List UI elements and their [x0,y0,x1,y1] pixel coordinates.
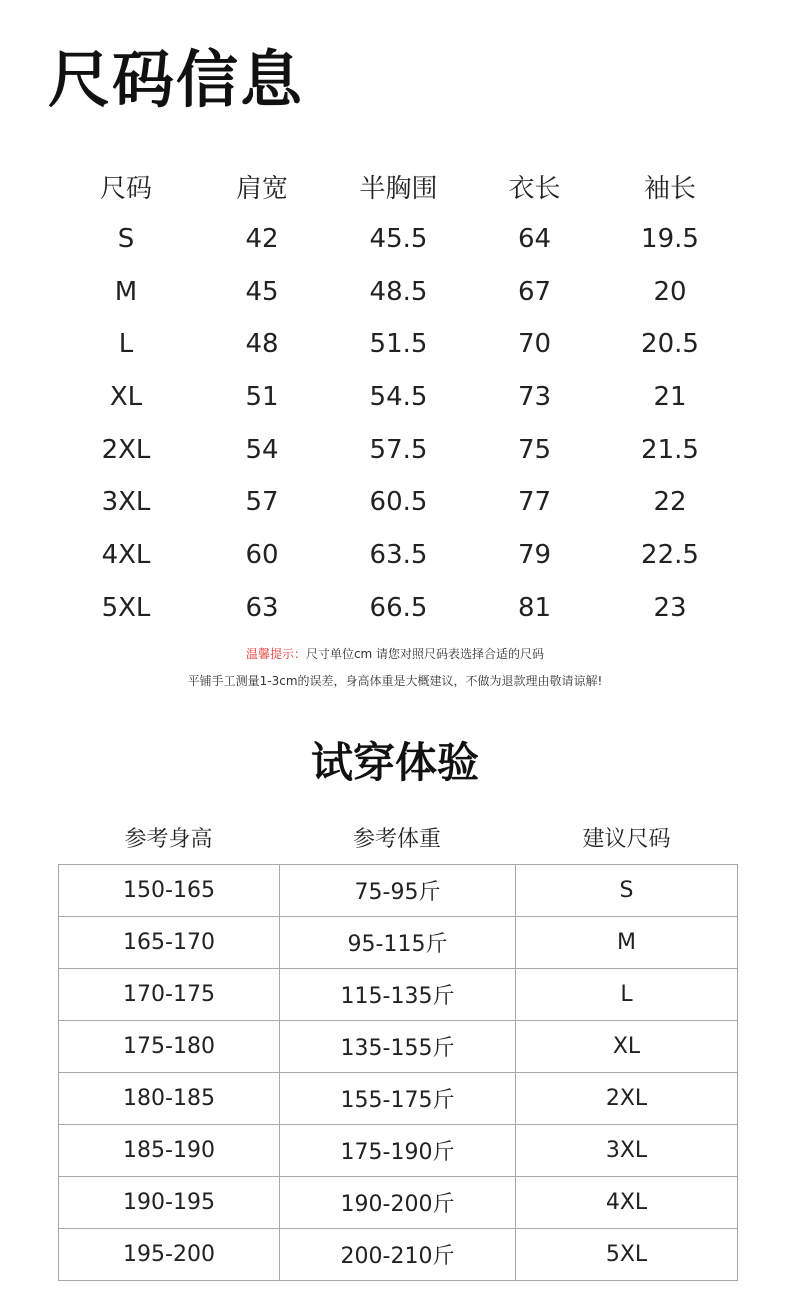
table-cell: 20.5 [641,329,699,360]
table-row [58,529,738,582]
table-cell: 185-190 [59,1125,280,1177]
table-cell: 21.5 [641,434,699,465]
table-cell: 66.5 [369,592,428,623]
table-cell: 22 [653,487,687,518]
header-cell: 参考体重 [352,827,441,852]
table-cell: 57 [245,487,279,518]
tip-text: 尺寸单位cm 请您对照尺码表选择合适的尺码 [305,647,545,661]
size-notes [0,641,790,695]
table-cell: 48.5 [369,276,428,307]
table-row [59,1021,738,1073]
table-row [59,969,738,1021]
table-row [59,865,738,917]
table-cell: M [516,917,738,969]
table-row [58,371,738,424]
size-chart-header [58,160,738,213]
table-cell: 170-175 [59,969,280,1021]
fit-section-title: 试穿体验 [310,738,479,787]
table-row [59,1177,738,1229]
table-cell: S [516,865,738,917]
tip-label: 温馨提示： [245,647,306,661]
table-cell: 190-200斤 [280,1177,516,1229]
table-row [58,476,738,529]
fit-table-header [58,822,738,853]
table-cell: 115-135斤 [280,969,516,1021]
table-cell: 4XL [101,540,151,571]
fit-table [58,864,738,1281]
table-row [59,1073,738,1125]
table-cell: 19.5 [641,224,699,255]
table-cell: 4XL [516,1177,738,1229]
table-cell: 155-175斤 [280,1073,516,1125]
table-row [58,318,738,371]
table-cell: 54 [245,434,279,465]
table-cell: 5XL [101,592,151,623]
table-cell: 135-155斤 [280,1021,516,1073]
table-cell: 54.5 [369,382,428,413]
table-cell: 51.5 [369,329,428,360]
header-cell: 衣长 [508,173,561,204]
table-row [58,265,738,318]
table-cell: 5XL [516,1229,738,1281]
table-row [58,423,738,476]
table-cell: 190-195 [59,1177,280,1229]
table-cell: 21 [653,382,687,413]
disclaimer: 平铺手工测量1-3cm的误差，身高体重是大概建议，不做为退款理由敬请谅解! [187,674,603,688]
page-title: 尺码信息 [48,43,305,116]
table-cell: 3XL [101,487,151,518]
table-cell: 75 [517,434,552,465]
header-cell: 建议尺码 [582,827,671,852]
table-cell: 2XL [516,1073,738,1125]
table-cell: 95-115斤 [280,917,516,969]
table-cell: XL [516,1021,738,1073]
table-row [59,1125,738,1177]
table-row [59,1229,738,1281]
table-cell: 200-210斤 [280,1229,516,1281]
table-cell: 64 [517,224,552,255]
table-row [59,917,738,969]
table-cell: 20 [653,276,687,307]
table-cell: 79 [517,540,552,571]
table-cell: 45 [245,276,279,307]
table-cell: 51 [245,382,279,413]
header-cell: 参考身高 [124,827,213,852]
table-cell: 180-185 [59,1073,280,1125]
table-cell: 3XL [516,1125,738,1177]
table-cell: XL [109,382,143,413]
table-cell: 150-165 [59,865,280,917]
table-cell: 175-180 [59,1021,280,1073]
table-cell: 60 [245,540,279,571]
header-cell: 尺码 [99,173,152,204]
table-cell: 45.5 [369,224,428,255]
table-cell: L [516,969,738,1021]
table-cell: 70 [517,329,552,360]
table-cell: 63 [245,592,279,623]
table-cell: S [117,224,135,255]
table-cell: 73 [517,382,552,413]
table-row [58,582,738,635]
table-cell: 57.5 [369,434,428,465]
table-row [58,213,738,266]
table-cell: 81 [517,592,552,623]
table-cell: 77 [517,487,552,518]
table-cell: 23 [653,592,687,623]
table-cell: 22.5 [641,540,699,571]
table-cell: 63.5 [369,540,428,571]
table-cell: 175-190斤 [280,1125,516,1177]
header-cell: 袖长 [643,173,696,204]
table-cell: 195-200 [59,1229,280,1281]
table-cell: M [114,276,138,307]
table-cell: 165-170 [59,917,280,969]
table-cell: 67 [517,276,552,307]
size-chart-table [58,160,738,634]
header-cell: 肩宽 [235,173,288,204]
table-cell: L [118,329,134,360]
table-cell: 48 [245,329,279,360]
table-cell: 75-95斤 [280,865,516,917]
table-cell: 2XL [101,434,151,465]
table-cell: 60.5 [369,487,428,518]
table-cell: 42 [245,224,279,255]
header-cell: 半胸围 [359,173,438,204]
